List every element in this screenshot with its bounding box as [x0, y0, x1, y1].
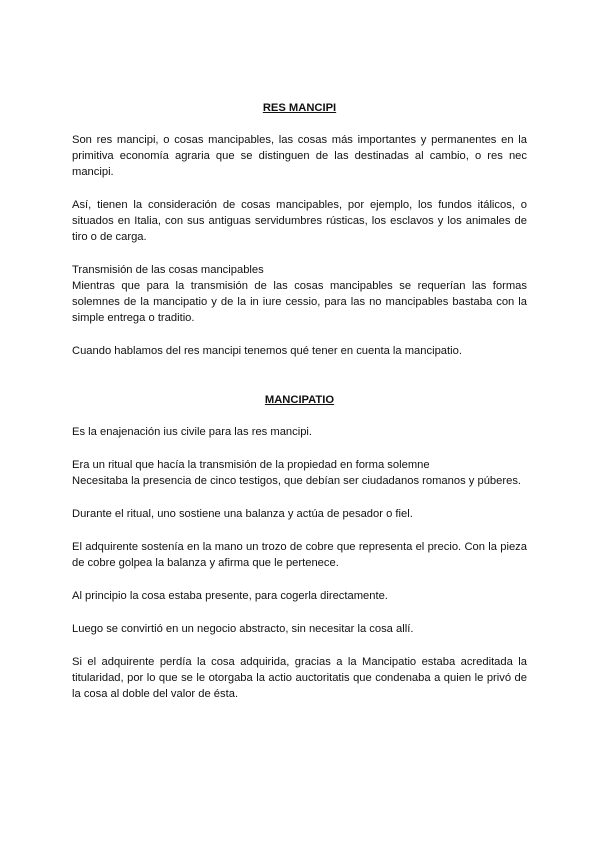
- paragraph: Cuando hablamos del res mancipi tenemos qué tener en cuenta la mancipatio.: [72, 345, 462, 357]
- paragraph-line: Necesitaba la presencia de cinco testigos, que debían ser ciudadanos romanos y púberes.: [72, 475, 522, 487]
- section-heading-res-mancipi: RES MANCIPI: [262, 102, 337, 114]
- section-heading-mancipatio: MANCIPATIO: [264, 394, 335, 406]
- paragraph: Mientras que para la transmisión de las cosas mancipables se requerían las formas solemnes de la mancipatio y de la in iure cessio, para las no mancipables bastaba con la simple entrega o traditio.: [72, 280, 527, 324]
- paragraph: Si el adquirente perdía la cosa adquirida, gracias a la Mancipatio estaba acreditada la titularidad, por lo que se le otorgaba la actio auctoritatis que condenaba a quien le privó de la cosa al doble del valor de ésta.: [72, 656, 527, 700]
- paragraph: Es la enajenación ius civile para las res mancipi.: [72, 426, 313, 438]
- paragraph: Al principio la cosa estaba presente, para cogerla directamente.: [72, 590, 388, 602]
- paragraph: El adquirente sostenía en la mano un trozo de cobre que representa el precio. Con la pieza de cobre golpea la balanza y afirma que le pertenece.: [72, 541, 527, 569]
- paragraph: Luego se convirtió en un negocio abstracto, sin necesitar la cosa allí.: [72, 623, 414, 635]
- subheading-transmision: Transmisión de las cosas mancipables: [72, 264, 264, 276]
- paragraph-line: Era un ritual que hacía la transmisión de la propiedad en forma solemne: [72, 459, 430, 471]
- paragraph: Son res mancipi, o cosas mancipables, las cosas más importantes y permanentes en la primitiva economía agraria que se distinguen de las destinadas al cambio, o res nec mancipi.: [72, 134, 527, 178]
- paragraph: Durante el ritual, uno sostiene una balanza y actúa de pesador o fiel.: [72, 508, 413, 520]
- document-page: [72, 100, 527, 702]
- paragraph: Así, tienen la consideración de cosas mancipables, por ejemplo, los fundos itálicos, o situados en Italia, con sus antiguas servidumbres rústicas, los esclavos y los animales de tiro o de carga.: [72, 199, 527, 243]
